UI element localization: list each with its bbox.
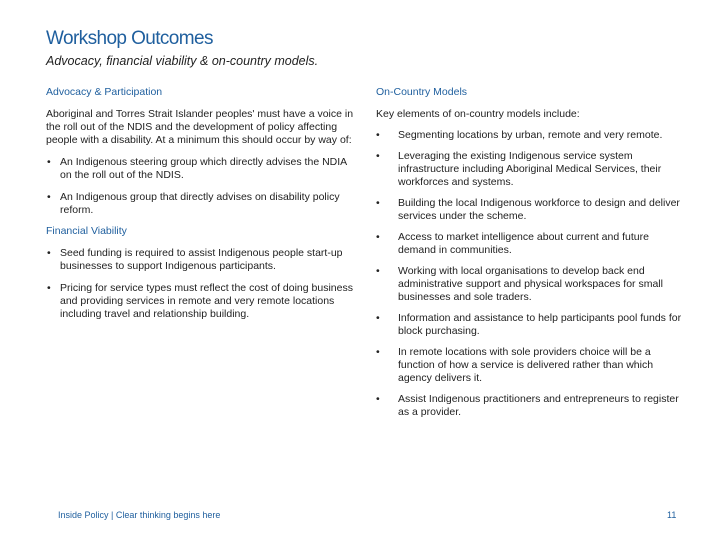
bullet-icon: • <box>47 191 51 203</box>
on-country-heading: On-Country Models <box>376 86 468 98</box>
bullet-icon: • <box>47 247 51 259</box>
list-item-text: Pricing for service types must reflect the cost of doing business and providing services in remote and very remote locations including travel and relationship building. <box>60 282 353 320</box>
list-item-text: Assist Indigenous practitioners and entrepreneurs to register as a provider. <box>398 393 679 418</box>
list-item-text: An Indigenous group that directly advises on disability policy reform. <box>60 191 340 216</box>
bullet-icon: • <box>376 265 380 277</box>
list-item <box>376 346 682 385</box>
list-item-text: In remote locations with sole providers choice will be a function of how a service is delivered rather than which agency delivers it. <box>398 346 654 384</box>
list-item <box>46 191 354 217</box>
footer-text: Inside Policy | Clear thinking begins here <box>58 510 221 520</box>
bullet-icon: • <box>376 231 380 243</box>
page-number: 11 <box>667 510 677 520</box>
list-item <box>46 247 354 273</box>
advocacy-intro: Aboriginal and Torres Strait Islander peoples' must have a voice in the roll out of the NDIS and the development of policy affecting people with a disability. At a minimum this should occur by way of: <box>46 108 354 146</box>
list-item-text: Working with local organisations to develop back end administrative support and physical workspaces for small businesses and sole traders. <box>398 265 663 303</box>
left-column <box>46 86 354 321</box>
list-item <box>46 282 354 321</box>
list-item <box>376 197 682 223</box>
financial-heading: Financial Viability <box>46 225 127 237</box>
page-subtitle: Advocacy, financial viability & on-country models. <box>46 54 319 68</box>
bullet-icon: • <box>376 346 380 358</box>
bullet-icon: • <box>376 197 380 209</box>
bullet-icon: • <box>376 129 380 141</box>
advocacy-list <box>46 156 354 217</box>
list-item-text: Building the local Indigenous workforce to design and deliver services under the scheme. <box>398 197 680 222</box>
list-item <box>46 156 354 182</box>
list-item <box>376 393 682 419</box>
financial-list <box>46 247 354 321</box>
list-item-text: Segmenting locations by urban, remote and very remote. <box>398 129 663 141</box>
list-item <box>376 129 682 142</box>
list-item-text: Access to market intelligence about current and future demand in communities. <box>398 231 649 256</box>
bullet-icon: • <box>47 156 51 168</box>
list-item-text: An Indigenous steering group which directly advises the NDIA on the roll out of the NDIS. <box>60 156 347 181</box>
on-country-list <box>376 129 682 419</box>
list-item <box>376 312 682 338</box>
right-column <box>376 86 682 427</box>
list-item <box>376 150 682 189</box>
list-item-text: Seed funding is required to assist Indigenous people start-up businesses to support Indigenous participants. <box>60 247 343 272</box>
list-item <box>376 231 682 257</box>
bullet-icon: • <box>376 312 380 324</box>
bullet-icon: • <box>47 282 51 294</box>
bullet-icon: • <box>376 150 380 162</box>
advocacy-heading: Advocacy & Participation <box>46 86 163 98</box>
page-title: Workshop Outcomes <box>46 28 213 49</box>
list-item-text: Information and assistance to help participants pool funds for block purchasing. <box>398 312 682 337</box>
list-item-text: Leveraging the existing Indigenous service system infrastructure including Aboriginal Medical Services, their workforces and systems. <box>398 150 662 188</box>
bullet-icon: • <box>376 393 380 405</box>
on-country-intro: Key elements of on-country models include: <box>376 108 580 120</box>
list-item <box>376 265 682 304</box>
